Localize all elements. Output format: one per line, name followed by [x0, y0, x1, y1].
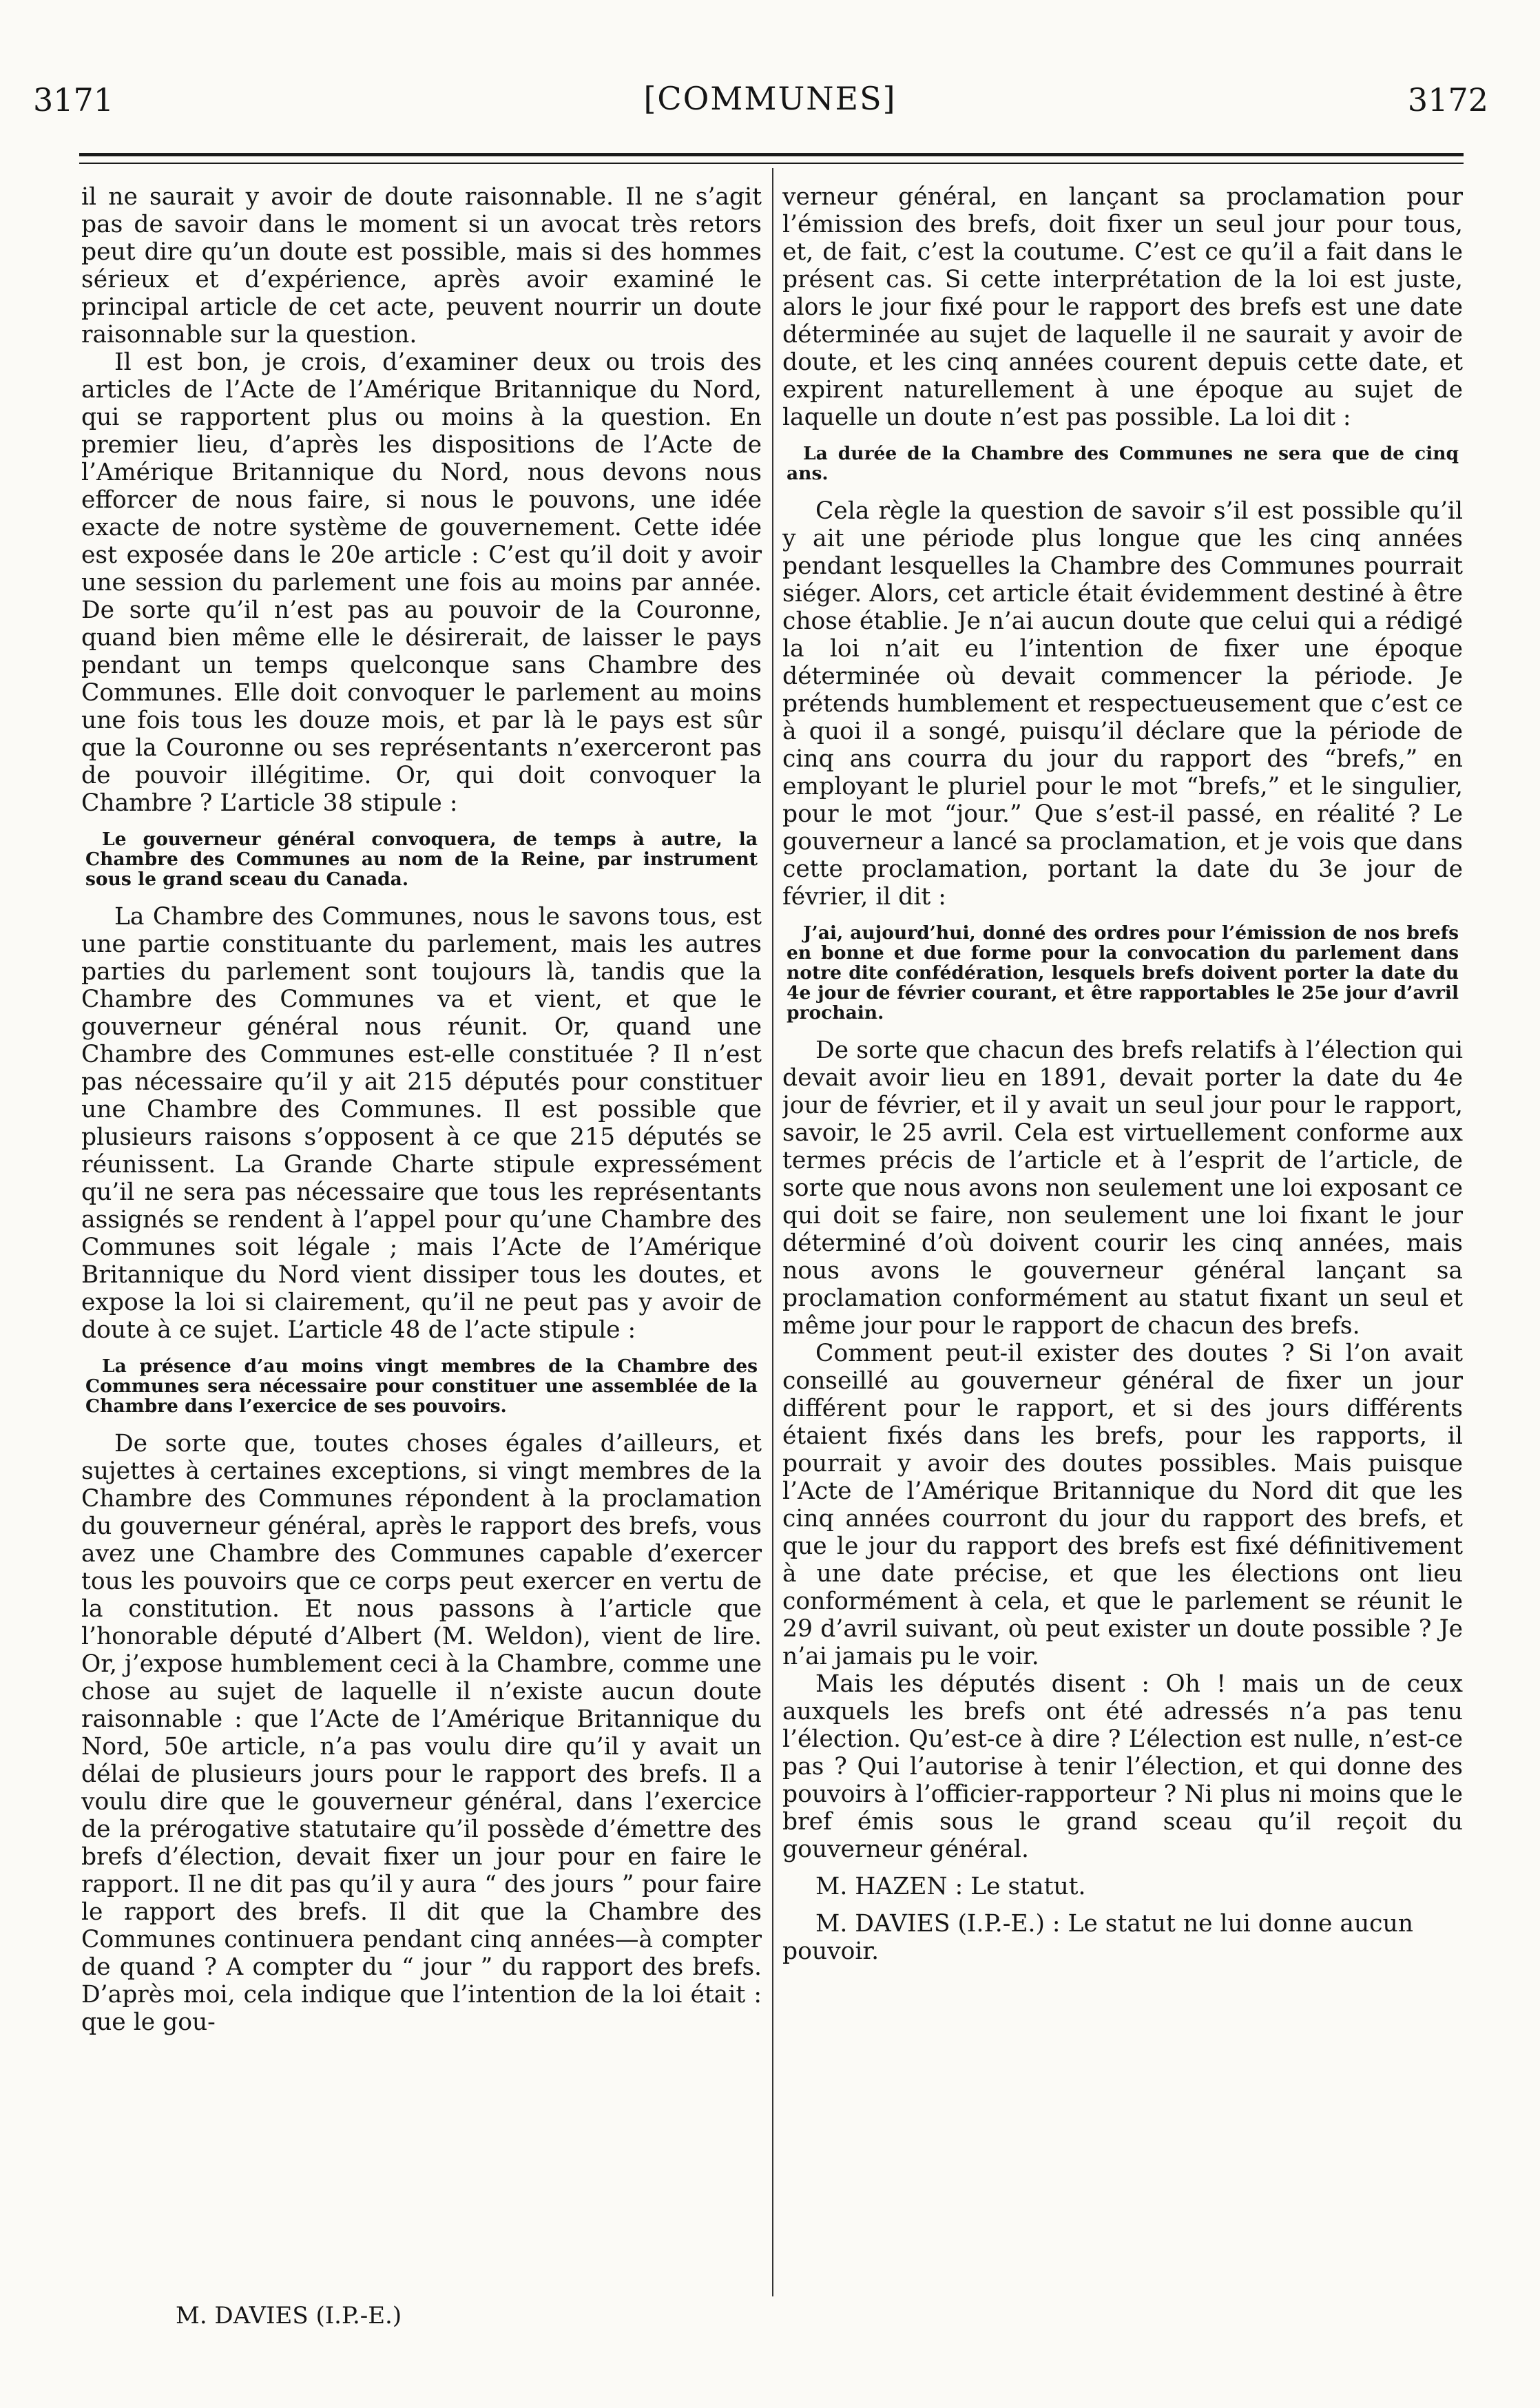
- page-header: [0, 0, 1540, 138]
- paragraph: Cela règle la question de savoir s’il est possible qu’il y ait une période plus longue que les cinq années pendant lesquelles la Chambre des Communes pourrait siéger. Alors, cet article était évidemment destiné à être chose établie. Je n’ai aucun doute que celui qui a rédigé la loi n’ait eu l’intention de fixer une époque déterminée où devait commencer la période. Je prétends humblement et respectueusement que c’est ce à quoi il a songé, puisqu’il déclare que la période de cinq ans courra du jour du rapport des “brefs,” en employant le pluriel pour le mot “brefs,” et le singulier, pour le mot “jour.” Que s’est-il passé, en réalité ? Le gouverneur a lancé sa proclamation, et je vois que dans cette proclamation, portant la date du 3e jour de février, il dit :: [782, 497, 1463, 911]
- right-column: [782, 183, 1463, 2339]
- running-title: [COMMUNES]: [643, 80, 897, 117]
- paragraph: Mais les députés disent : Oh ! mais un de ceux auxquels les brefs ont été adressés n’a pas tenu l’élection. Qu’est-ce à dire ? L’élection est nulle, n’est-ce pas ? Qui l’autorise à tenir l’élection, et qui donne des pouvoirs à l’officier-rapporteur ? Ni plus ni moins que le bref émis sous le grand sceau qu’il reçoit du gouverneur général.: [782, 1670, 1463, 1863]
- speaker-line: M. DAVIES (I.P.-E.) : Le statut ne lui donne aucun pouvoir.: [782, 1910, 1413, 1965]
- quotation: J’ai, aujourd’hui, donné des ordres pour l’émission de nos brefs en bonne et due forme pour la convocation du parlement dans notre dite confédération, lesquels brefs doivent porter la date du 4e jour de février courant, et être rapportables le 25e jour d’avril prochain.: [787, 922, 1459, 1024]
- paragraph: verneur général, en lançant sa proclamation pour l’émission des brefs, doit fixer un seul jour pour tous, et, de fait, c’est la coutume. C’est ce qu’il a fait dans le présent cas. Si cette interprétation de la loi est juste, alors le jour fixé pour le rapport des brefs est une date déterminée au sujet de laquelle il ne saurait y avoir de doute, et les cinq années courent depuis cette date, et expirent naturellement à une époque au sujet de laquelle un doute n’est pas possible. La loi dit :: [782, 183, 1463, 431]
- page-number-left: 3171: [33, 81, 114, 118]
- quotation: Le gouverneur général convoquera, de temps à autre, la Chambre des Communes au nom de la Reine, par instrument sous le grand sceau du Canada.: [85, 829, 758, 890]
- left-column: [81, 183, 762, 2339]
- header-rule-thick: [79, 153, 1464, 156]
- quotation: La durée de la Chambre des Communes ne sera que de cinq ans.: [787, 443, 1459, 484]
- header-rule-thin: [79, 163, 1464, 164]
- paragraph: La Chambre des Communes, nous le savons tous, est une partie constituante du parlement, mais les autres parties du parlement sont toujours là, tandis que la Chambre des Communes va et vient, et que le gouverneur général nous réunit. Or, quand une Chambre des Communes est-elle constituée ? Il n’est pas nécessaire qu’il y ait 215 députés pour constituer une Chambre des Communes. Il est possible que plusieurs raisons s’opposent à ce que 215 députés se réunissent. La Grande Charte stipule expressément qu’il ne sera pas nécessaire que tous les représentants assignés se rendent à l’appel pour qu’une Chambre des Communes soit légale ; mais l’Acte de l’Amérique Britannique du Nord vient dissiper tous les doutes, et expose la loi si clairement, qu’il ne peut pas y avoir de doute à ce sujet. L’article 48 de l’acte stipule :: [81, 903, 762, 1344]
- column-divider: [772, 168, 773, 2296]
- speaker-line: M. HAZEN : Le statut.: [815, 1873, 1086, 1900]
- paragraph: Il est bon, je crois, d’examiner deux ou trois des articles de l’Acte de l’Amérique Britannique du Nord, qui se rapportent plus ou moins à la question. En premier lieu, d’après les dispositions de l’Acte de l’Amérique Britannique du Nord, nous devons nous efforcer de nous faire, si nous le pouvons, une idée exacte de notre système de gouvernement. Cette idée est exposée dans le 20e article : C’est qu’il doit y avoir une session du parlement une fois au moins par année. De sorte qu’il n’est pas au pouvoir de la Couronne, quand bien même elle le désirerait, de laisser le pays pendant un temps quelconque sans Chambre des Communes. Elle doit convoquer le parlement au moins une fois tous les douze mois, et par là le pays est sûr que la Couronne ou ses représentants n’exerceront pas de pouvoir illégitime. Or, qui doit convoquer la Chambre ? L’article 38 stipule :: [81, 349, 762, 817]
- paragraph: De sorte que chacun des brefs relatifs à l’élection qui devait avoir lieu en 1891, devait porter la date du 4e jour de février, et il y avait un seul jour pour le rapport, savoir, le 25 avril. Cela est virtuellement conforme aux termes précis de l’article et à l’esprit de l’article, de sorte que nous avons non seulement une loi exposant ce qui doit se faire, non seulement une loi fixant le jour déterminé d’où doivent courir les cinq années, mais nous avons le gouverneur général lançant sa proclamation conformément au statut fixant un seul et même jour pour le rapport de chacun des brefs.: [782, 1037, 1463, 1340]
- paragraph: De sorte que, toutes choses égales d’ailleurs, et sujettes à certaines exceptions, si vingt membres de la Chambre des Communes répondent à la proclamation du gouverneur général, après le rapport des brefs, vous avez une Chambre des Communes capable d’exercer tous les pouvoirs que ce corps peut exercer en vertu de la constitution. Et nous passons à l’article que l’honorable député d’Albert (M. Weldon), vient de lire. Or, j’expose humblement ceci à la Chambre, comme une chose au sujet de laquelle il n’existe aucun doute raisonnable : que l’Acte de l’Amérique Britannique du Nord, 50e article, n’a pas voulu dire qu’il y avait un délai de plusieurs jours pour le rapport des brefs. Il a voulu dire que le gouverneur général, dans l’exercice de la prérogative statutaire qu’il possède d’émettre des brefs d’élection, devait fixer un jour pour en faire le rapport. Il ne dit pas qu’il y aura “ des jours ” pour faire le rapport des brefs. Il dit que la Chambre des Communes continuera pendant cinq années—à compter de quand ? A compter du “ jour ” du rapport des brefs. D’après moi, cela indique que l’intention de la loi était : que le gou-: [81, 1430, 762, 2036]
- paragraph: il ne saurait y avoir de doute raisonnable. Il ne s’agit pas de savoir dans le moment si un avocat très retors peut dire qu’un doute est possible, mais si des hommes sérieux et d’expérience, après avoir examiné le principal article de cet acte, peuvent nourrir un doute raisonnable sur la question.: [81, 183, 762, 349]
- paragraph: Comment peut-il exister des doutes ? Si l’on avait conseillé au gouverneur général de fixer un jour différent pour le rapport, et si des jours différents étaient fixés dans les brefs, pour les rapports, il pourrait y avoir des doutes possibles. Mais puisque l’Acte de l’Amérique Britannique du Nord dit que les cinq années courront du jour du rapport des brefs, et que le jour du rapport des brefs est fixé définitivement à une date précise, et que les élections ont lieu conformément à cela, et que le parlement se réunit le 29 d’avril suivant, où peut exister un doute possible ? Je n’ai jamais pu le voir.: [782, 1340, 1463, 1670]
- page-number-right: 3172: [1407, 81, 1488, 118]
- quotation: La présence d’au moins vingt membres de la Chambre des Communes sera nécessaire pour constituer une assemblée de la Chambre dans l’exercice de ses pouvoirs.: [85, 1356, 758, 1417]
- footer-signature: M. DAVIES (I.P.-E.): [176, 2302, 402, 2329]
